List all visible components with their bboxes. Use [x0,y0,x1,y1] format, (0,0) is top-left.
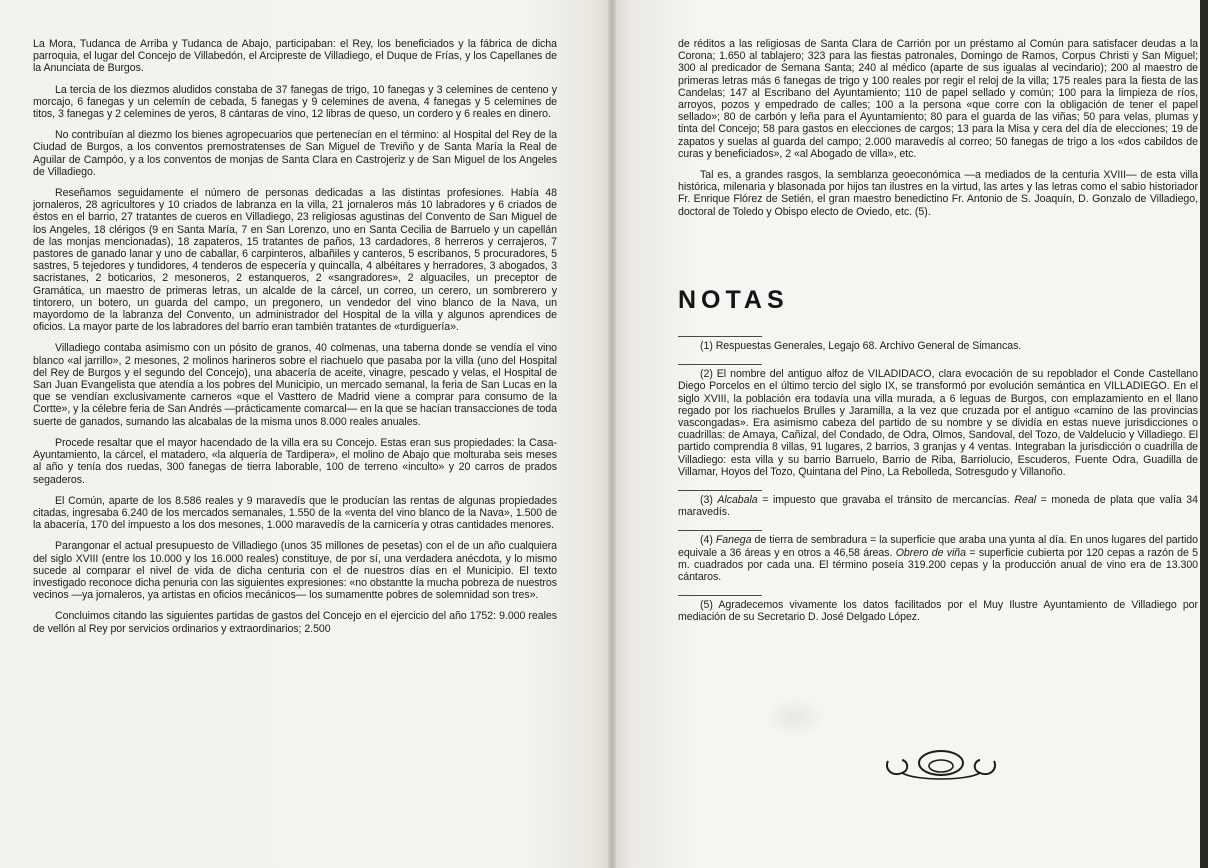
note-3 [678,490,1198,518]
note-text [678,534,1198,583]
note-body: = moneda de plata que valía 34 maravedís. [678,494,1198,519]
note-divider [678,530,762,531]
note-divider [678,490,762,491]
term-obrero-de-vina: Obrero de viña [895,546,966,559]
term-alcabala: Alcabala [717,494,758,507]
note-text: (1) Respuestas Generales, Legajo 68. Archivo General de Simancas. [700,340,1022,352]
note-divider [678,595,762,596]
scan-edge [1200,0,1208,868]
note-body: = impuesto que gravaba el tránsito de mercancías. [757,494,1015,507]
paragraph: Concluimos citando las siguientes partidas de gastos del Concejo en el ejercicio del año 1752: 9.000 reales de vellón al Rey por servicios ordinarios y extraordinarios; 2.500 [33,610,557,635]
term-real: Real [1014,494,1037,507]
notes-heading: NOTAS [678,286,789,314]
left-text-column [33,38,557,635]
note-4 [678,530,1198,583]
paragraph: La Mora, Tudanca de Arriba y Tudanca de Abajo, participaban: el Rey, los beneficiados y la fábrica de dicha parroquia, el lugar del Concejo de Villabedón, el Arcipreste de Villadiego, el Duque de Frías, y los Capellanes de la Anunciata de Burgos. [33,38,557,75]
note-2 [678,364,1198,478]
scroll-ornament-icon [882,745,1000,781]
note-1 [678,336,1198,352]
note-divider [678,336,762,337]
note-text: (5) Agradecemos vivamente los datos facilitados por el Muy Ilustre Ayuntamiento de Villadiego por mediación de su Secretario D. José Delgado López. [678,599,1198,624]
book-gutter [608,0,616,868]
term-fanega: Fanega [715,534,752,547]
note-text: (2) El nombre del antiguo alfoz de VILADIDACO, clara evocación de su repoblador el Conde Castellano Diego Porcelos en el último tercio del siglo IX, se transformó por evolución semántica en VILLADIEGO. En el siglo XVIII, la población era todavía una villa murada, a 6 leguas de Burgos, con emplazamiento en el llano regado por los riachuelos Brulles y Jaramilla, a la vez que cruzada por el antiguo «camino de las provincias vascongadas». Era asimismo cabeza del partido de su nombre y se dividía en estas nueve jurisdicciones o cuadrillas: de Amaya, Cañizal, del Condado, de Odra, Olmos, Sandoval, del Tozo, de Valdelucio y Villadiego. El partido comprendía 8 villas, 91 lugares, 2 barrios, 3 granjas y 4 ventas. Integraban la jurisdicción o cuadrilla de Villadiego: esta villa y su barrio Barruelo, Barrio de Riba, Barriolucio, Escuderos, Fuente Odra, Guadilla de Villamar, Hoyos del Tozo, Quintana del Pino, La Rebolleda, Sotresgudo y Villanoño. [678,368,1198,478]
note-body: = superficie cubierta por 120 cepas a razón de 5 m. cuadrados por cada una. El término poseía 319.200 cepas y la producción anual de vino era de 13.300 cántaros. [678,546,1198,584]
right-text-column [678,38,1198,218]
note-divider [678,364,762,365]
paragraph: Villadiego contaba asimismo con un pósito de granos, 40 colmenas, una taberna donde se vendía el vino blanco «al jarrillo», 2 mesones, 2 molinos harineros sobre el riachuelo que pasaba por la villa (uno del Hospital del Rey de Burgos y el segundo del Concejo), una abacería de aceite, vinagre, pescado y velas, el Hospital de San Juan Evangelista que atendía a los pobres del Municipio, un mercado semanal, la feria de San Lucas en la que se vendían exclusivamente carneros «que el Vasttero de Madrid viene a comprar para consumo de la Cortte», y la célebre feria de San Andrés —prácticamente comarcal— en la que se hacían transacciones de toda suerte de ganados, sumando las alcabalas de la misma unos 8.000 reales anuales. [33,342,557,428]
paragraph: Reseñamos seguidamente el número de personas dedicadas a las distintas profesiones. Había 48 jornaleros, 28 agricultores y 10 criados de labranza en la villa, 21 jornaleros más 10 labradores y 6 criados de éstos en el barrio, 27 tratantes de cueros en Villadiego, 23 religiosas agustinas del Convento de San Miguel de los Angeles, 18 clérigos (9 en Santa María, 7 en San Lorenzo, uno en Santa Cecilia de Barruelo y un capellán de las monjas mencionadas), 18 zapateros, 15 tratantes de paños, 13 cardadores, 8 herreros y cerrajeros, 7 pastores de ganado lanar y uno de caballar, 6 carpinteros, albañiles y canteros, 5 escribanos, 5 procuradores, 5 sastres, 5 tejedores y tundidores, 4 tenderos de especería y quincalla, 4 albéitares y herradores, 3 abogados, 3 sacristanes, 2 boticarios, 2 mesoneros, 2 estanqueros, 2 «sangradores», 2 alguaciles, un preceptor de Gramática, un maestro de primeras letras, un alcalde de la cárcel, un correo, un cerero, un sombrerero y tintorero, un botero, un guarda del campo, un pregonero, un vendedor del vino blanco de la Nava, un mayordomo de la labranza del Convento, un administrador del Hospital de la villa y algunos aprendices de oficios. La mayor parte de los labradores del barrio eran también tratantes de «turdiguería». [33,187,557,334]
paragraph: La tercia de los diezmos aludidos constaba de 37 fanegas de trigo, 10 fanegas y 3 celemines de centeno y morcajo, 6 fanegas y un celemín de cebada, 5 fanegas y 9 celemines de avena, 4 fanegas y 5 celemines de titos, 3 fanegas y 2 celemines de yeros, 8 cántaras de vino, 12 libras de queso, un cordero y 6 reales en dinero. [33,83,557,121]
paper-smudge [765,697,825,737]
note-body: de tierra de sembradura = la superficie que araba una yunta al día. En unos lugares del partido equivale a 36 áreas y en otros a 46,58 áreas. [678,534,1198,559]
notes-list [678,336,1198,636]
paragraph: Procede resaltar que el mayor hacendado de la villa era su Concejo. Estas eran sus propiedades: la Casa-Ayuntamiento, la cárcel, el matadero, «la alquería de Tardipera», el molino de Abajo que molturaba seis meses al año y tenía dos ruedas, 300 fanegas de tierra laborable, 100 de terreno «inculto» y 20 carros de prados segaderos. [33,436,557,486]
note-number: (4) [700,534,716,547]
note-5 [678,595,1198,623]
paragraph: El Común, aparte de los 8.586 reales y 9 maravedís que le producían las rentas de algunas propiedades citadas, ingresaba 6.240 de los mercados semanales, 1.550 de la «venta del vino blanco de la Nava», 1.500 de la abacería, 170 del impuesto a los dos mesones, 1.000 maravedís de la carnicería y otras cantidades menores. [33,494,557,532]
paragraph: Tal es, a grandes rasgos, la semblanza geoeconómica —a mediados de la centuria XVIII— de esta villa histórica, milenaria y blasonada por hijos tan ilustres en la virtud, las artes y las letras como el sabio historiador Fr. Enrique Flórez de Setién, el gran maestro benedictino Fr. Antonio de S. Joaquín, D. Gonzalo de Villadiego, doctoral de Toledo y Obispo electo de Oviedo, etc. (5). [678,169,1198,218]
note-number: (3) [700,494,718,507]
paragraph: de réditos a las religiosas de Santa Clara de Carrión por un préstamo al Común para satisfacer deudas a la Corona; 1.650 al tablajero; 323 para las fiestas patronales, Domingo de Ramos, Corpus Christi y San Miguel; 300 al predicador de Semana Santa; 240 al médico (aparte de sus igualas al vecindario); 200 al maestro de primeras letras más 6 fanegas de trigo y 100 reales por regir el reloj de la villa; 175 reales para la fiesta de las Candelas; 147 al Escribano del Ayuntamiento; 110 de papel sellado y común; 100 para la limpieza de ríos, arroyos, pozos y empedrado de calles; 100 a la persona «que corre con la obligación de tener el papel sellado»; 80 de carbón y leña para el Ayuntamiento; 80 para el guarda de las viñas; 50 para velas, plumas y tinta del Concejo; 58 para gastos en elecciones de cargos; 13 para la Misa y cera del día de elecciones; 19 de zapatos y suelas al guarda del campo; 2.000 maravedís al correo; 50 fanegas de trigo a los «dos cabildos de curas y beneficiados», 2 «al Abogado de villa», etc. [678,38,1198,160]
paragraph: No contribuían al diezmo los bienes agropecuarios que pertenecían en el término: al Hospital del Rey de la Ciudad de Burgos, a los conventos premostratenses de San Miguel de Treviño y de Santa María la Real de Aguilar de Campóo, y a los conventos de monjas de Santa Clara en Castrojeriz y de San Miguel de los Angeles de Villadiego. [33,129,557,178]
paragraph: Parangonar el actual presupuesto de Villadiego (unos 35 millones de pesetas) con el de un año cualquiera del siglo XVIII (entre los 10.000 y los 16.000 reales) constituye, de por sí, una verdadera anécdota, y lo mismo sucede al comparar el nivel de vida de dicha centuria con el de nuestros días en el Municipio. El texto investigado reconoce dicha penuria con las siguientes expresiones: «no obstantte la mucha pobreza de nuestros vecinos —ya jornaleros, ya artistas en oficios mecánicos— los sumamentte pobres de solemnidad son tres». [33,540,557,602]
note-text [678,494,1198,518]
